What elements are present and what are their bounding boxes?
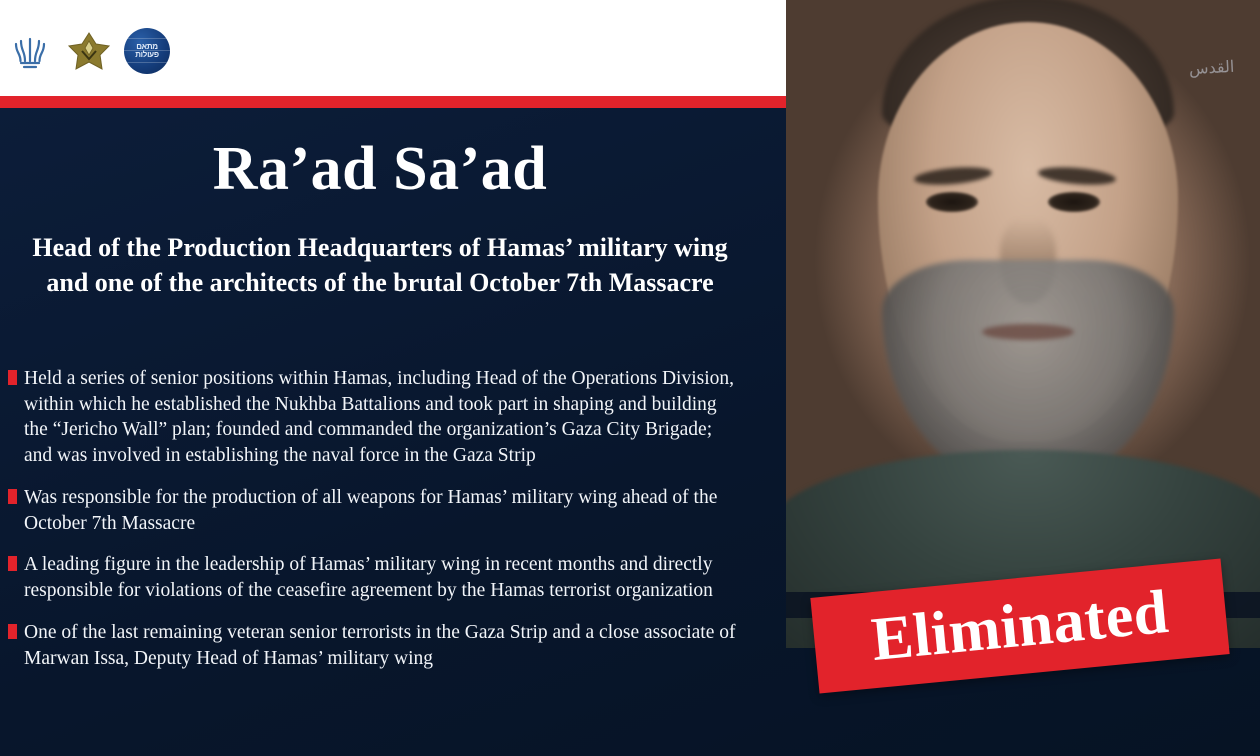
portrait-photo: [786, 0, 1260, 648]
portrait-image: [786, 0, 1260, 648]
subtitle-role: Head of the Production Headquarters of Hamas’ military wing and one of the architects of the brutal October 7th Massacre: [32, 233, 728, 298]
idf-emblem-icon: [66, 29, 110, 73]
bullet-list: [0, 366, 745, 687]
portrait-wall-text: القدس: [1188, 58, 1235, 79]
list-item: [0, 485, 745, 536]
cogat-text-line1: מתאם: [136, 41, 158, 51]
bullet-marker-icon: [8, 489, 17, 504]
logo-group: [8, 28, 170, 74]
bullet-marker-icon: [8, 556, 17, 571]
cogat-emblem-icon: [124, 28, 170, 74]
bullet-marker-icon: [8, 370, 17, 385]
portrait-eye-right: [1048, 192, 1100, 212]
list-item-text: Held a series of senior positions within Hamas, including Head of the Operations Division, within which he established the Nukhba Battalions and took part in shaping and building the “Jericho Wall” plan; founded and commanded the organization’s Gaza City Brigade; and was involved in establishing the naval force in the Gaza Strip: [24, 368, 734, 467]
list-item: [0, 620, 745, 671]
list-item-text: One of the last remaining veteran senior terrorists in the Gaza Strip and a close associate of Marwan Issa, Deputy Head of Hamas’ military wing: [24, 621, 736, 669]
portrait-mouth: [982, 324, 1074, 340]
portrait-eye-left: [926, 192, 978, 212]
status-badge-label: Eliminated: [868, 577, 1172, 674]
list-item-text: A leading figure in the leadership of Hamas’ military wing in recent months and directly responsible for violations of the ceasefire agreement by the Hamas terrorist organization: [24, 554, 713, 602]
list-item: [0, 366, 745, 469]
bullet-marker-icon: [8, 624, 17, 639]
list-item-text: Was responsible for the production of all weapons for Hamas’ military wing ahead of the October 7th Massacre: [24, 486, 718, 534]
state-emblem-menorah-icon: [8, 29, 52, 73]
page-title: Ra’ad Sa’ad: [212, 135, 548, 203]
cogat-text-line2: פעולות: [135, 50, 159, 59]
list-item: [0, 552, 745, 603]
